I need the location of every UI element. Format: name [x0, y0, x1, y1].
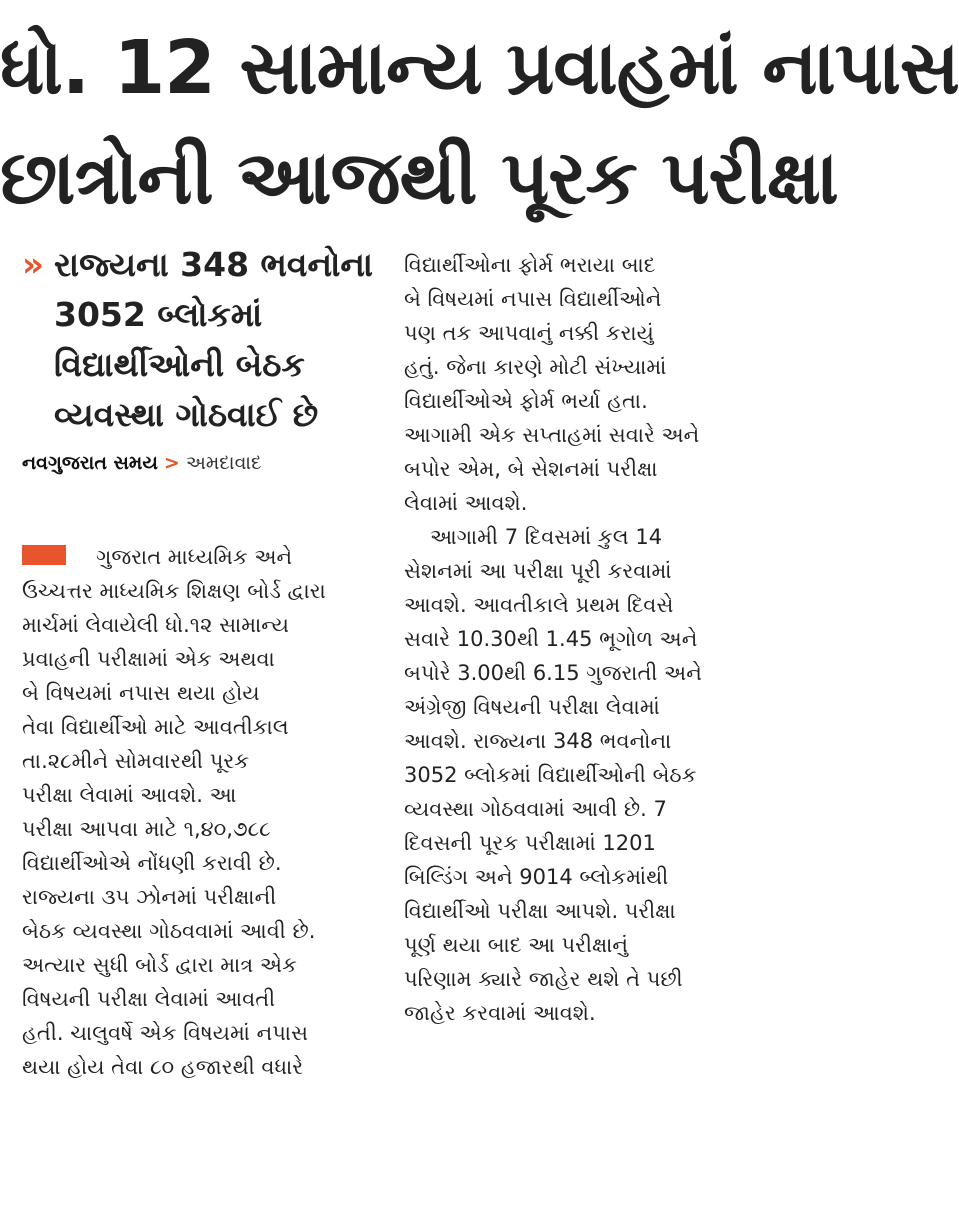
article-line: આવશે. રાજ્યના 348 ભવનોના — [404, 729, 672, 753]
article-line-text: ગુજરાત માધ્યમિક અને — [96, 545, 293, 569]
headline-line-2: છાત્રોની આજથી પૂરક પરીક્ષા — [0, 135, 838, 221]
article-line — [404, 520, 754, 554]
article-line: પણ તક આપવાનું નક્કી કરાયું — [404, 321, 654, 345]
article-line: થયા હોય તેવા ૮૦ હજારથી વધારે — [22, 1055, 304, 1079]
subheadline-line: વિદ્યાર્થીઓની બેઠક — [54, 345, 305, 384]
article-line: આગામી એક સપ્તાહમાં સવારે અને — [404, 423, 700, 447]
article-line: પૂર્ણ થયા બાદ આ પરીક્ષાનું — [404, 933, 629, 957]
article-line: પરીક્ષા આપવા માટે ૧,૪૦,૭૮૮ — [22, 817, 271, 841]
subheadline — [22, 240, 384, 440]
byline-city: અમદાવાદ — [185, 452, 262, 474]
article-line: દિવસની પૂરક પરીક્ષામાં 1201 — [404, 831, 656, 855]
article-line: માર્ચમાં લેવાયેલી ધો.૧૨ સામાન્ય — [22, 613, 289, 637]
article-line: બેઠક વ્યવસ્થા ગોઠવવામાં આવી છે. — [22, 919, 316, 943]
byline-agency: નવગુજરાત સમય — [22, 452, 158, 474]
article-line: વિદ્યાર્થીઓના ફોર્મ ભરાયા બાદ — [404, 253, 656, 277]
article-line: સેશનમાં આ પરીક્ષા પૂરી કરવામાં — [404, 559, 672, 583]
article-line: બપોર એમ, બે સેશનમાં પરીક્ષા — [404, 457, 658, 481]
article-line: બપોરે 3.00થી 6.15 ગુજરાતી અને — [404, 661, 702, 685]
article-line: વિદ્યાર્થીઓએ ફોર્મ ભર્યા હતા. — [404, 389, 648, 413]
byline-separator: > — [163, 452, 180, 474]
double-chevron-icon: » — [22, 245, 44, 285]
byline — [22, 448, 384, 478]
article-line: તા.૨૮મીને સોમવારથી પૂરક — [22, 749, 250, 773]
article-line: અંગ્રેજી વિષયની પરીક્ષા લેવામાં — [404, 695, 660, 719]
article-line-text: આગામી 7 દિવસમાં કુલ 14 — [430, 525, 663, 549]
subheadline-line: 3052 બ્લોકમાં — [54, 295, 263, 334]
article-line: પ્રવાહની પરીક્ષામાં એક અથવા — [22, 647, 275, 671]
article-line: તેવા વિદ્યાર્થીઓ માટે આવતીકાલ — [22, 715, 289, 739]
article-line: બે વિષયમાં નપાસ વિદ્યાર્થીઓને — [404, 287, 662, 311]
article-line: સવારે 10.30થી 1.45 ભૂગોળ અને — [404, 627, 698, 651]
article-line: બિલ્ડિંગ અને 9014 બ્લોકમાંથી — [404, 865, 669, 889]
article-line: અત્યાર સુધી બોર્ડ દ્વારા માત્ર એક — [22, 953, 297, 977]
article-line: વિદ્યાર્થીઓએ નોંધણી કરાવી છે. — [22, 851, 282, 875]
article-line: વિદ્યાર્થીઓ પરીક્ષા આપશે. પરીક્ષા — [404, 899, 676, 923]
article-line: વિષયની પરીક્ષા લેવામાં આવતી — [22, 987, 276, 1011]
article-line — [22, 540, 384, 574]
article-line: હતું. જેના કારણે મોટી સંખ્યામાં — [404, 355, 667, 379]
article-line: હતી. ચાલુવર્ષે એક વિષયમાં નપાસ — [22, 1021, 309, 1045]
article-line: આવશે. આવતીકાલે પ્રથમ દિવસે — [404, 593, 674, 617]
headline-line-1: ધો. 12 સામાન્ય પ્રવાહમાં નાપાસ — [0, 25, 959, 111]
article-line: જાહેર કરવામાં આવશે. — [404, 1001, 596, 1025]
article-line: લેવામાં આવશે. — [404, 491, 528, 515]
article-line: ઉચ્ચત્તર માધ્યમિક શિક્ષણ બોર્ડ દ્વારા — [22, 579, 326, 603]
article-line: પરિણામ ક્યારે જાહેર થશે તે પછી — [404, 967, 683, 991]
red-square-marker — [22, 545, 66, 565]
article-line: રાજ્યના ૩૫ ઝોનમાં પરીક્ષાની — [22, 885, 277, 909]
right-article-body — [404, 248, 754, 1030]
left-article-body — [22, 540, 384, 1084]
article-line: 3052 બ્લોકમાં વિદ્યાર્થીઓની બેઠક — [404, 763, 697, 787]
article-line: બે વિષયમાં નપાસ થયા હોય — [22, 681, 260, 705]
article-line: વ્યવસ્થા ગોઠવવામાં આવી છે. 7 — [404, 797, 667, 821]
left-column-header — [22, 240, 384, 478]
subheadline-line: રાજ્યના 348 ભવનોના — [54, 245, 374, 284]
subheadline-line: વ્યવસ્થા ગોઠવાઈ છે — [54, 395, 319, 434]
article-line: પરીક્ષા લેવામાં આવશે. આ — [22, 783, 237, 807]
